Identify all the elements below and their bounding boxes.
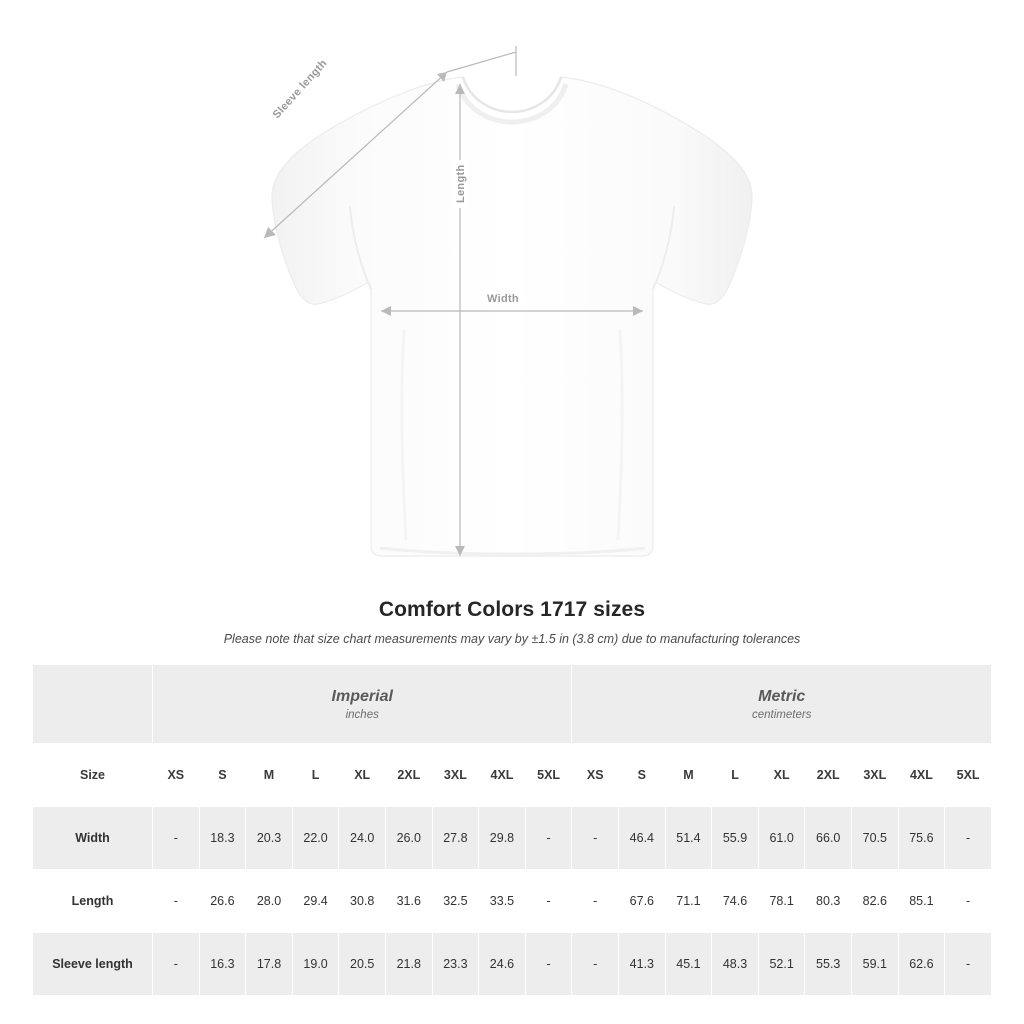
cell-sleeve-imperial-xs: - — [153, 933, 200, 996]
group-header-imperial — [153, 665, 572, 744]
cell-length-metric-3xl: 82.6 — [852, 870, 899, 933]
cell-width-metric-l: 55.9 — [712, 807, 759, 870]
cell-width-imperial-m: 20.3 — [246, 807, 293, 870]
cell-sleeve-imperial-3xl: 23.3 — [432, 933, 479, 996]
cell-width-metric-xl: 61.0 — [758, 807, 805, 870]
group-title-metric: Metric — [758, 687, 806, 705]
cell-length-imperial-xl: 30.8 — [339, 870, 386, 933]
cell-sleeve-imperial-4xl: 24.6 — [479, 933, 526, 996]
row-label-length: Length — [33, 870, 153, 933]
size-table-wrapper — [32, 664, 992, 996]
cell-width-metric-4xl: 75.6 — [898, 807, 945, 870]
cell-length-imperial-l: 29.4 — [292, 870, 339, 933]
row-label-sleeve-length: Sleeve length — [33, 933, 153, 996]
cell-length-imperial-4xl: 33.5 — [479, 870, 526, 933]
size-header-metric-xl: XL — [758, 744, 805, 807]
cell-length-metric-xs: - — [572, 870, 619, 933]
group-title-imperial: Imperial — [331, 687, 393, 705]
cell-width-imperial-3xl: 27.8 — [432, 807, 479, 870]
cell-sleeve-metric-2xl: 55.3 — [805, 933, 852, 996]
cell-width-metric-m: 51.4 — [665, 807, 712, 870]
cell-width-imperial-s: 18.3 — [199, 807, 246, 870]
cell-length-metric-m: 71.1 — [665, 870, 712, 933]
size-header-imperial-3xl: 3XL — [432, 744, 479, 807]
cell-sleeve-imperial-xl: 20.5 — [339, 933, 386, 996]
tolerance-note: Please note that size chart measurements may vary by ±1.5 in (3.8 cm) due to manufacturing tolerances — [223, 632, 801, 646]
cell-sleeve-metric-m: 45.1 — [665, 933, 712, 996]
size-header-imperial-s: S — [199, 744, 246, 807]
cell-width-metric-5xl: - — [945, 807, 992, 870]
size-header-metric-l: L — [712, 744, 759, 807]
cell-sleeve-imperial-5xl: - — [525, 933, 572, 996]
size-header-metric-2xl: 2XL — [805, 744, 852, 807]
cell-length-imperial-s: 26.6 — [199, 870, 246, 933]
table-row — [33, 870, 992, 933]
cell-width-metric-2xl: 66.0 — [805, 807, 852, 870]
cell-width-imperial-4xl: 29.8 — [479, 807, 526, 870]
header-size-label: Size — [33, 744, 153, 807]
size-header-imperial-5xl: 5XL — [525, 744, 572, 807]
cell-sleeve-metric-5xl: - — [945, 933, 992, 996]
cell-sleeve-imperial-s: 16.3 — [199, 933, 246, 996]
cell-width-imperial-5xl: - — [525, 807, 572, 870]
group-subtitle-imperial: inches — [345, 709, 379, 722]
dimension-label-sleeve-length: Sleeve length — [268, 54, 332, 124]
cell-length-imperial-5xl: - — [525, 870, 572, 933]
size-chart-table — [32, 664, 992, 996]
size-header-imperial-xs: XS — [153, 744, 200, 807]
cell-sleeve-metric-xl: 52.1 — [758, 933, 805, 996]
cell-width-imperial-2xl: 26.0 — [385, 807, 432, 870]
size-header-metric-s: S — [619, 744, 666, 807]
cell-width-imperial-xs: - — [153, 807, 200, 870]
table-group-header-row — [33, 665, 992, 744]
cell-width-metric-3xl: 70.5 — [852, 807, 899, 870]
row-label-width: Width — [33, 807, 153, 870]
size-header-imperial-2xl: 2XL — [385, 744, 432, 807]
cell-sleeve-metric-3xl: 59.1 — [852, 933, 899, 996]
cell-sleeve-metric-xs: - — [572, 933, 619, 996]
cell-sleeve-imperial-2xl: 21.8 — [385, 933, 432, 996]
size-header-metric-3xl: 3XL — [852, 744, 899, 807]
table-row — [33, 807, 992, 870]
cell-length-metric-l: 74.6 — [712, 870, 759, 933]
cell-width-metric-s: 46.4 — [619, 807, 666, 870]
cell-sleeve-imperial-m: 17.8 — [246, 933, 293, 996]
size-header-metric-xs: XS — [572, 744, 619, 807]
cell-length-imperial-xs: - — [153, 870, 200, 933]
cell-length-metric-2xl: 80.3 — [805, 870, 852, 933]
cell-sleeve-metric-4xl: 62.6 — [898, 933, 945, 996]
size-header-imperial-m: M — [246, 744, 293, 807]
cell-width-metric-xs: - — [572, 807, 619, 870]
cell-length-metric-5xl: - — [945, 870, 992, 933]
size-header-imperial-l: L — [292, 744, 339, 807]
dimension-label-length: Length — [455, 160, 467, 208]
cell-length-metric-xl: 78.1 — [758, 870, 805, 933]
page-title: Comfort Colors 1717 sizes — [378, 598, 646, 621]
cell-sleeve-metric-l: 48.3 — [712, 933, 759, 996]
cell-width-imperial-l: 22.0 — [292, 807, 339, 870]
cell-sleeve-metric-s: 41.3 — [619, 933, 666, 996]
table-size-header-row — [33, 744, 992, 807]
size-header-imperial-4xl: 4XL — [479, 744, 526, 807]
size-header-imperial-xl: XL — [339, 744, 386, 807]
group-header-corner — [33, 665, 153, 744]
cell-length-metric-4xl: 85.1 — [898, 870, 945, 933]
cell-length-imperial-m: 28.0 — [246, 870, 293, 933]
cell-length-imperial-2xl: 31.6 — [385, 870, 432, 933]
dimension-label-width: Width — [482, 293, 524, 305]
size-header-metric-m: M — [665, 744, 712, 807]
cell-length-metric-s: 67.6 — [619, 870, 666, 933]
table-row — [33, 933, 992, 996]
group-header-metric — [572, 665, 992, 744]
size-header-metric-4xl: 4XL — [898, 744, 945, 807]
cell-sleeve-imperial-l: 19.0 — [292, 933, 339, 996]
cell-length-imperial-3xl: 32.5 — [432, 870, 479, 933]
group-subtitle-metric: centimeters — [752, 709, 812, 722]
chart-heading — [0, 598, 1024, 646]
cell-width-imperial-xl: 24.0 — [339, 807, 386, 870]
size-header-metric-5xl: 5XL — [945, 744, 992, 807]
